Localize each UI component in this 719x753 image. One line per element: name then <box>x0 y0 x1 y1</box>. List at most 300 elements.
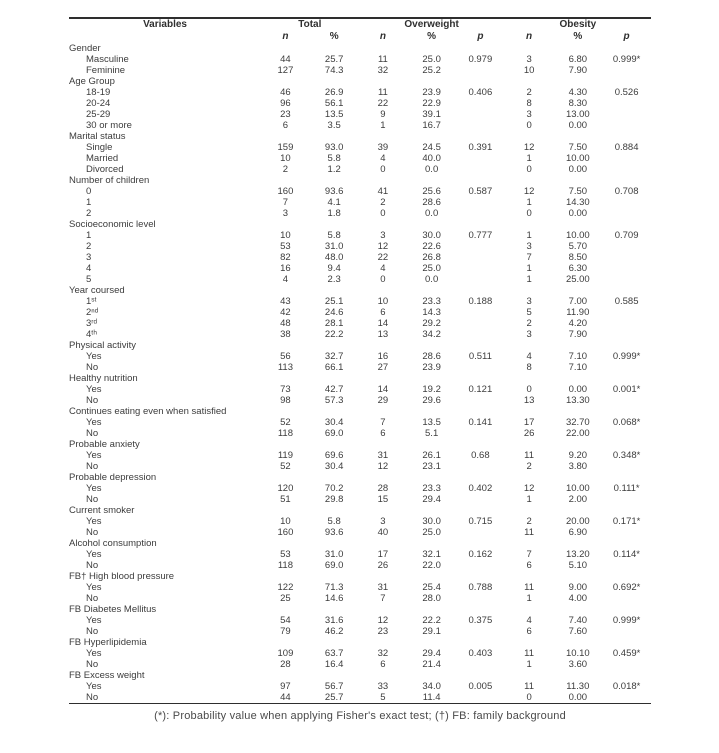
cell-value: 13 <box>523 395 535 406</box>
cell-value: 2.00 <box>568 494 588 505</box>
cell-value: 6.90 <box>568 527 588 538</box>
cell-value: 29.4 <box>422 494 441 505</box>
cell-value <box>602 593 651 604</box>
category-row <box>69 340 651 351</box>
cell-value: 25.7 <box>324 692 344 703</box>
cell-value <box>602 208 651 219</box>
cell-value: 0.459* <box>612 648 641 659</box>
cell-value: 1 <box>526 230 532 241</box>
cell-value: 57.3 <box>324 395 344 406</box>
row-label: 20-24 <box>86 98 111 109</box>
row-label: No <box>86 593 99 604</box>
cell-value <box>456 208 505 219</box>
cell-value: 11.4 <box>422 692 441 703</box>
category-row <box>69 571 651 582</box>
cell-value: 7.90 <box>568 65 588 76</box>
row-label: 18-19 <box>86 87 111 98</box>
data-row <box>69 395 651 406</box>
cell-value <box>456 593 505 604</box>
cell-value: 23.9 <box>422 87 441 98</box>
cell-value: 3 <box>380 516 386 527</box>
row-label: 25-29 <box>86 109 111 120</box>
data-row <box>69 582 651 593</box>
cell-value: 3.60 <box>568 659 588 670</box>
cell-value: 7.60 <box>568 626 588 637</box>
cell-value: 44 <box>280 692 291 703</box>
cell-value <box>456 527 505 538</box>
cell-value: 0.00 <box>568 692 588 703</box>
header-spacer <box>69 31 261 43</box>
cell-value: 0.777 <box>468 230 493 241</box>
cell-value: 2 <box>526 318 532 329</box>
row-label: 3ʳᵈ <box>86 318 98 329</box>
cell-value <box>602 494 651 505</box>
cell-value: 8 <box>526 98 532 109</box>
cell-value: 3.80 <box>568 461 588 472</box>
cell-value: 7 <box>526 252 532 263</box>
cell-value: 2 <box>526 461 532 472</box>
cell-value <box>602 164 651 175</box>
row-label: Yes <box>86 384 102 395</box>
cell-value <box>602 98 651 109</box>
category-row <box>69 670 651 681</box>
cell-value: 52 <box>280 461 291 472</box>
cell-value: 3 <box>526 241 532 252</box>
cell-value: 6 <box>526 626 532 637</box>
cell-value: 6 <box>526 560 532 571</box>
cell-value: 0.979 <box>468 54 493 65</box>
cell-value: 4.30 <box>568 87 588 98</box>
category-label: Physical activity <box>69 340 137 351</box>
row-label: Yes <box>86 681 102 692</box>
cell-value: 12 <box>377 615 389 626</box>
cell-value: 0.0 <box>425 208 439 219</box>
cell-value: 63.7 <box>324 648 344 659</box>
cell-value: 1 <box>526 593 532 604</box>
cell-value: 5.8 <box>327 516 341 527</box>
cell-value <box>456 692 505 704</box>
cell-value: 0 <box>380 274 386 285</box>
category-row <box>69 637 651 648</box>
row-label: 4 <box>86 263 92 274</box>
cell-value <box>602 197 651 208</box>
statistics-table-container <box>69 17 651 722</box>
cell-value: 0.587 <box>468 186 493 197</box>
cell-value: 43 <box>280 296 291 307</box>
header-overweight-n: n <box>379 31 386 42</box>
category-label: Age Group <box>69 76 115 87</box>
cell-value: 9 <box>380 109 386 120</box>
cell-value: 11 <box>524 527 535 538</box>
cell-value: 5 <box>526 307 532 318</box>
data-row <box>69 164 651 175</box>
cell-value: 25.0 <box>422 527 441 538</box>
cell-value: 30.0 <box>422 230 441 241</box>
cell-value: 1 <box>526 153 532 164</box>
cell-value: 7 <box>380 417 386 428</box>
cell-value: 0.715 <box>468 516 493 527</box>
cell-value: 25.4 <box>422 582 441 593</box>
cell-value: 0.188 <box>468 296 493 307</box>
cell-value: 2 <box>282 164 289 175</box>
cell-value: 0.68 <box>471 450 490 461</box>
cell-value <box>456 109 505 120</box>
category-label: Alcohol consumption <box>69 538 157 549</box>
cell-value: 6.80 <box>568 54 588 65</box>
cell-value: 0.403 <box>468 648 493 659</box>
cell-value: 7.10 <box>568 351 588 362</box>
cell-value: 11 <box>524 582 535 593</box>
cell-value <box>456 362 505 373</box>
cell-value: 22.2 <box>324 329 344 340</box>
cell-value <box>456 329 505 340</box>
cell-value: 3.5 <box>327 120 341 131</box>
row-label: No <box>86 395 99 406</box>
cell-value <box>602 329 651 340</box>
cell-value: 52 <box>280 417 291 428</box>
row-label: No <box>86 527 99 538</box>
cell-value: 118 <box>277 428 293 439</box>
data-row <box>69 65 651 76</box>
header-group-overweight: Overweight <box>404 19 459 30</box>
cell-value: 4 <box>380 153 386 164</box>
header-group-row <box>69 18 651 31</box>
cell-value: 0 <box>526 692 532 703</box>
cell-value: 82 <box>280 252 291 263</box>
cell-value: 0 <box>380 164 386 175</box>
cell-value: 23.9 <box>422 362 441 373</box>
cell-value: 30.4 <box>324 417 344 428</box>
cell-value: 7.50 <box>568 186 588 197</box>
cell-value: 38 <box>280 329 291 340</box>
cell-value: 26 <box>523 428 535 439</box>
category-label: Socioeconomic level <box>69 219 156 230</box>
cell-value: 0.171* <box>612 516 641 527</box>
cell-value <box>602 692 651 704</box>
cell-value: 0.121 <box>468 384 493 395</box>
cell-value: 2 <box>526 516 532 527</box>
data-row <box>69 186 651 197</box>
cell-value: 16 <box>280 263 291 274</box>
cell-value: 0.999* <box>612 351 641 362</box>
statistics-table <box>69 17 651 704</box>
cell-value: 13.5 <box>324 109 344 120</box>
cell-value: 0 <box>526 208 532 219</box>
row-label: 1ˢᵗ <box>86 296 97 307</box>
cell-value: 23 <box>377 626 389 637</box>
category-row <box>69 505 651 516</box>
category-label: Marital status <box>69 131 126 142</box>
cell-value: 4 <box>380 263 386 274</box>
cell-value: 0.00 <box>568 120 588 131</box>
cell-value: 109 <box>277 648 294 659</box>
cell-value: 24.6 <box>324 307 344 318</box>
cell-value: 31 <box>377 450 389 461</box>
cell-value: 30.4 <box>324 461 344 472</box>
row-label: Masculine <box>86 54 129 65</box>
data-row <box>69 197 651 208</box>
cell-value <box>602 527 651 538</box>
cell-value: 7.00 <box>568 296 588 307</box>
row-label: Yes <box>86 615 102 626</box>
data-row <box>69 450 651 461</box>
cell-value: 10.00 <box>565 483 590 494</box>
cell-value: 0 <box>380 208 386 219</box>
category-row <box>69 131 651 142</box>
cell-value: 11 <box>377 54 388 65</box>
cell-value: 40.0 <box>422 153 441 164</box>
cell-value: 3 <box>526 329 532 340</box>
cell-value: 29.4 <box>422 648 441 659</box>
header-group-obesity: Obesity <box>559 19 597 30</box>
cell-value: 25.6 <box>422 186 441 197</box>
header-overweight-p: p <box>477 31 484 42</box>
cell-value <box>602 428 651 439</box>
row-label: No <box>86 362 99 373</box>
row-label: 2 <box>86 208 92 219</box>
row-label: Yes <box>86 417 102 428</box>
cell-value: 23.1 <box>422 461 441 472</box>
cell-value: 1.8 <box>327 208 341 219</box>
cell-value: 0 <box>526 164 532 175</box>
category-row <box>69 76 651 87</box>
cell-value: 5.1 <box>425 428 439 439</box>
header-subcolumn-row <box>69 31 651 43</box>
cell-value: 122 <box>277 582 294 593</box>
cell-value: 32 <box>377 65 389 76</box>
cell-value: 5.8 <box>327 153 341 164</box>
row-label: No <box>86 428 99 439</box>
row-label: 1 <box>86 230 92 241</box>
data-row <box>69 384 651 395</box>
cell-value: 8.50 <box>568 252 588 263</box>
cell-value: 71.3 <box>324 582 344 593</box>
cell-value: 44 <box>280 54 291 65</box>
cell-value: 0.375 <box>468 615 493 626</box>
cell-value: 39.1 <box>422 109 441 120</box>
cell-value: 7.40 <box>568 615 588 626</box>
cell-value: 74.3 <box>324 65 344 76</box>
cell-value: 4.00 <box>568 593 588 604</box>
cell-value: 32.70 <box>565 417 590 428</box>
cell-value: 0.0 <box>425 164 439 175</box>
row-label: Divorced <box>86 164 124 175</box>
cell-value: 0.788 <box>468 582 493 593</box>
cell-value: 13.5 <box>422 417 441 428</box>
cell-value: 32 <box>377 648 389 659</box>
cell-value: 0.884 <box>614 142 639 153</box>
cell-value: 0.141 <box>468 417 493 428</box>
data-row <box>69 142 651 153</box>
data-row <box>69 615 651 626</box>
row-label: Yes <box>86 648 102 659</box>
cell-value: 19.2 <box>422 384 441 395</box>
header-obesity-pct: % <box>573 31 583 42</box>
cell-value: 9.20 <box>568 450 588 461</box>
cell-value: 12 <box>377 241 389 252</box>
cell-value: 5 <box>380 692 386 703</box>
cell-value: 1 <box>526 274 532 285</box>
category-row <box>69 43 651 54</box>
cell-value: 8 <box>526 362 532 373</box>
cell-value: 1 <box>526 494 532 505</box>
cell-value: 5.70 <box>568 241 588 252</box>
cell-value: 12 <box>523 483 535 494</box>
data-row <box>69 626 651 637</box>
data-row <box>69 516 651 527</box>
cell-value: 25.00 <box>565 274 590 285</box>
cell-value: 11 <box>524 450 535 461</box>
category-label: Healthy nutrition <box>69 373 138 384</box>
cell-value: 5.8 <box>327 230 341 241</box>
cell-value: 3 <box>526 54 532 65</box>
cell-value: 14.3 <box>422 307 441 318</box>
cell-value: 10 <box>280 516 291 527</box>
cell-value: 7.90 <box>568 329 588 340</box>
cell-value: 25.0 <box>422 54 441 65</box>
cell-value: 56.7 <box>324 681 344 692</box>
cell-value: 6.30 <box>568 263 588 274</box>
cell-value: 25.2 <box>422 65 441 76</box>
cell-value: 27 <box>377 362 389 373</box>
cell-value: 127 <box>277 65 294 76</box>
cell-value: 46 <box>280 87 291 98</box>
data-row <box>69 274 651 285</box>
cell-value: 13.00 <box>565 109 590 120</box>
cell-value: 0 <box>526 120 532 131</box>
cell-value <box>456 560 505 571</box>
cell-value: 53 <box>280 549 291 560</box>
category-label: Gender <box>69 43 101 54</box>
data-row <box>69 362 651 373</box>
cell-value <box>602 153 651 164</box>
cell-value: 8.30 <box>568 98 588 109</box>
row-label: Yes <box>86 516 102 527</box>
data-row <box>69 318 651 329</box>
cell-value: 25.7 <box>324 54 344 65</box>
cell-value: 24.5 <box>422 142 441 153</box>
data-row <box>69 54 651 65</box>
cell-value: 0.511 <box>468 351 492 362</box>
table-footnote: (*): Probability value when applying Fisher's exact test; (†) FB: family background <box>154 710 566 722</box>
cell-value: 31.0 <box>324 241 344 252</box>
cell-value <box>456 626 505 637</box>
data-row <box>69 681 651 692</box>
data-row <box>69 87 651 98</box>
cell-value: 6 <box>380 307 386 318</box>
cell-value: 17 <box>523 417 535 428</box>
cell-value: 28 <box>377 483 389 494</box>
row-label: No <box>86 560 99 571</box>
category-row <box>69 439 651 450</box>
cell-value <box>602 65 651 76</box>
cell-value: 10.10 <box>565 648 590 659</box>
cell-value: 119 <box>277 450 293 461</box>
cell-value: 98 <box>280 395 291 406</box>
cell-value: 31.0 <box>324 549 344 560</box>
cell-value: 23.3 <box>422 296 441 307</box>
data-row <box>69 241 651 252</box>
cell-value: 0.999* <box>612 615 641 626</box>
cell-value: 4.1 <box>327 197 341 208</box>
cell-value <box>602 274 651 285</box>
row-label: No <box>86 494 99 505</box>
cell-value: 28.6 <box>422 197 441 208</box>
row-label: No <box>86 692 99 703</box>
cell-value: 7 <box>380 593 386 604</box>
cell-value: 7.50 <box>568 142 588 153</box>
cell-value: 14 <box>377 318 389 329</box>
cell-value: 3 <box>282 208 289 219</box>
category-row <box>69 604 651 615</box>
cell-value: 13.30 <box>565 395 590 406</box>
cell-value: 6 <box>282 120 289 131</box>
cell-value <box>602 241 651 252</box>
cell-value: 16.4 <box>324 659 344 670</box>
cell-value: 31 <box>377 582 389 593</box>
cell-value: 93.6 <box>324 186 344 197</box>
cell-value: 12 <box>523 186 535 197</box>
cell-value: 32.7 <box>324 351 344 362</box>
cell-value: 56.1 <box>324 98 344 109</box>
cell-value: 0.005 <box>468 681 493 692</box>
cell-value: 42.7 <box>324 384 344 395</box>
data-row <box>69 648 651 659</box>
cell-value: 40 <box>377 527 389 538</box>
category-label: Continues eating even when satisfied <box>69 406 227 417</box>
cell-value <box>456 164 505 175</box>
cell-value: 22 <box>377 98 389 109</box>
cell-value: 160 <box>277 527 294 538</box>
header-group-total: Total <box>298 19 322 30</box>
cell-value <box>456 252 505 263</box>
row-label: Married <box>86 153 119 164</box>
cell-value <box>602 659 651 670</box>
cell-value: 25.1 <box>324 296 344 307</box>
row-label: 3 <box>86 252 92 263</box>
cell-value: 11 <box>524 681 535 692</box>
cell-value <box>456 274 505 285</box>
data-row <box>69 494 651 505</box>
cell-value: 31.6 <box>324 615 344 626</box>
cell-value <box>456 120 505 131</box>
cell-value: 17 <box>377 549 389 560</box>
cell-value: 39 <box>377 142 389 153</box>
cell-value: 13.20 <box>565 549 590 560</box>
table-header <box>69 18 651 43</box>
cell-value: 7 <box>526 549 532 560</box>
category-label: FB Hyperlipidemia <box>69 637 147 648</box>
cell-value <box>456 461 505 472</box>
cell-value: 10 <box>523 65 535 76</box>
data-row <box>69 417 651 428</box>
data-row <box>69 153 651 164</box>
category-label: FB Excess weight <box>69 670 145 681</box>
cell-value: 13 <box>377 329 389 340</box>
cell-value <box>602 461 651 472</box>
row-label: 4ᵗʰ <box>86 329 98 340</box>
cell-value: 28.1 <box>324 318 344 329</box>
row-label: 2ⁿᵈ <box>86 307 99 318</box>
cell-value <box>602 395 651 406</box>
data-row <box>69 483 651 494</box>
cell-value: 48 <box>280 318 291 329</box>
data-row <box>69 252 651 263</box>
cell-value: 4 <box>526 351 532 362</box>
header-total-pct: % <box>329 31 339 42</box>
cell-value: 29.8 <box>324 494 344 505</box>
cell-value: 10.00 <box>565 230 590 241</box>
